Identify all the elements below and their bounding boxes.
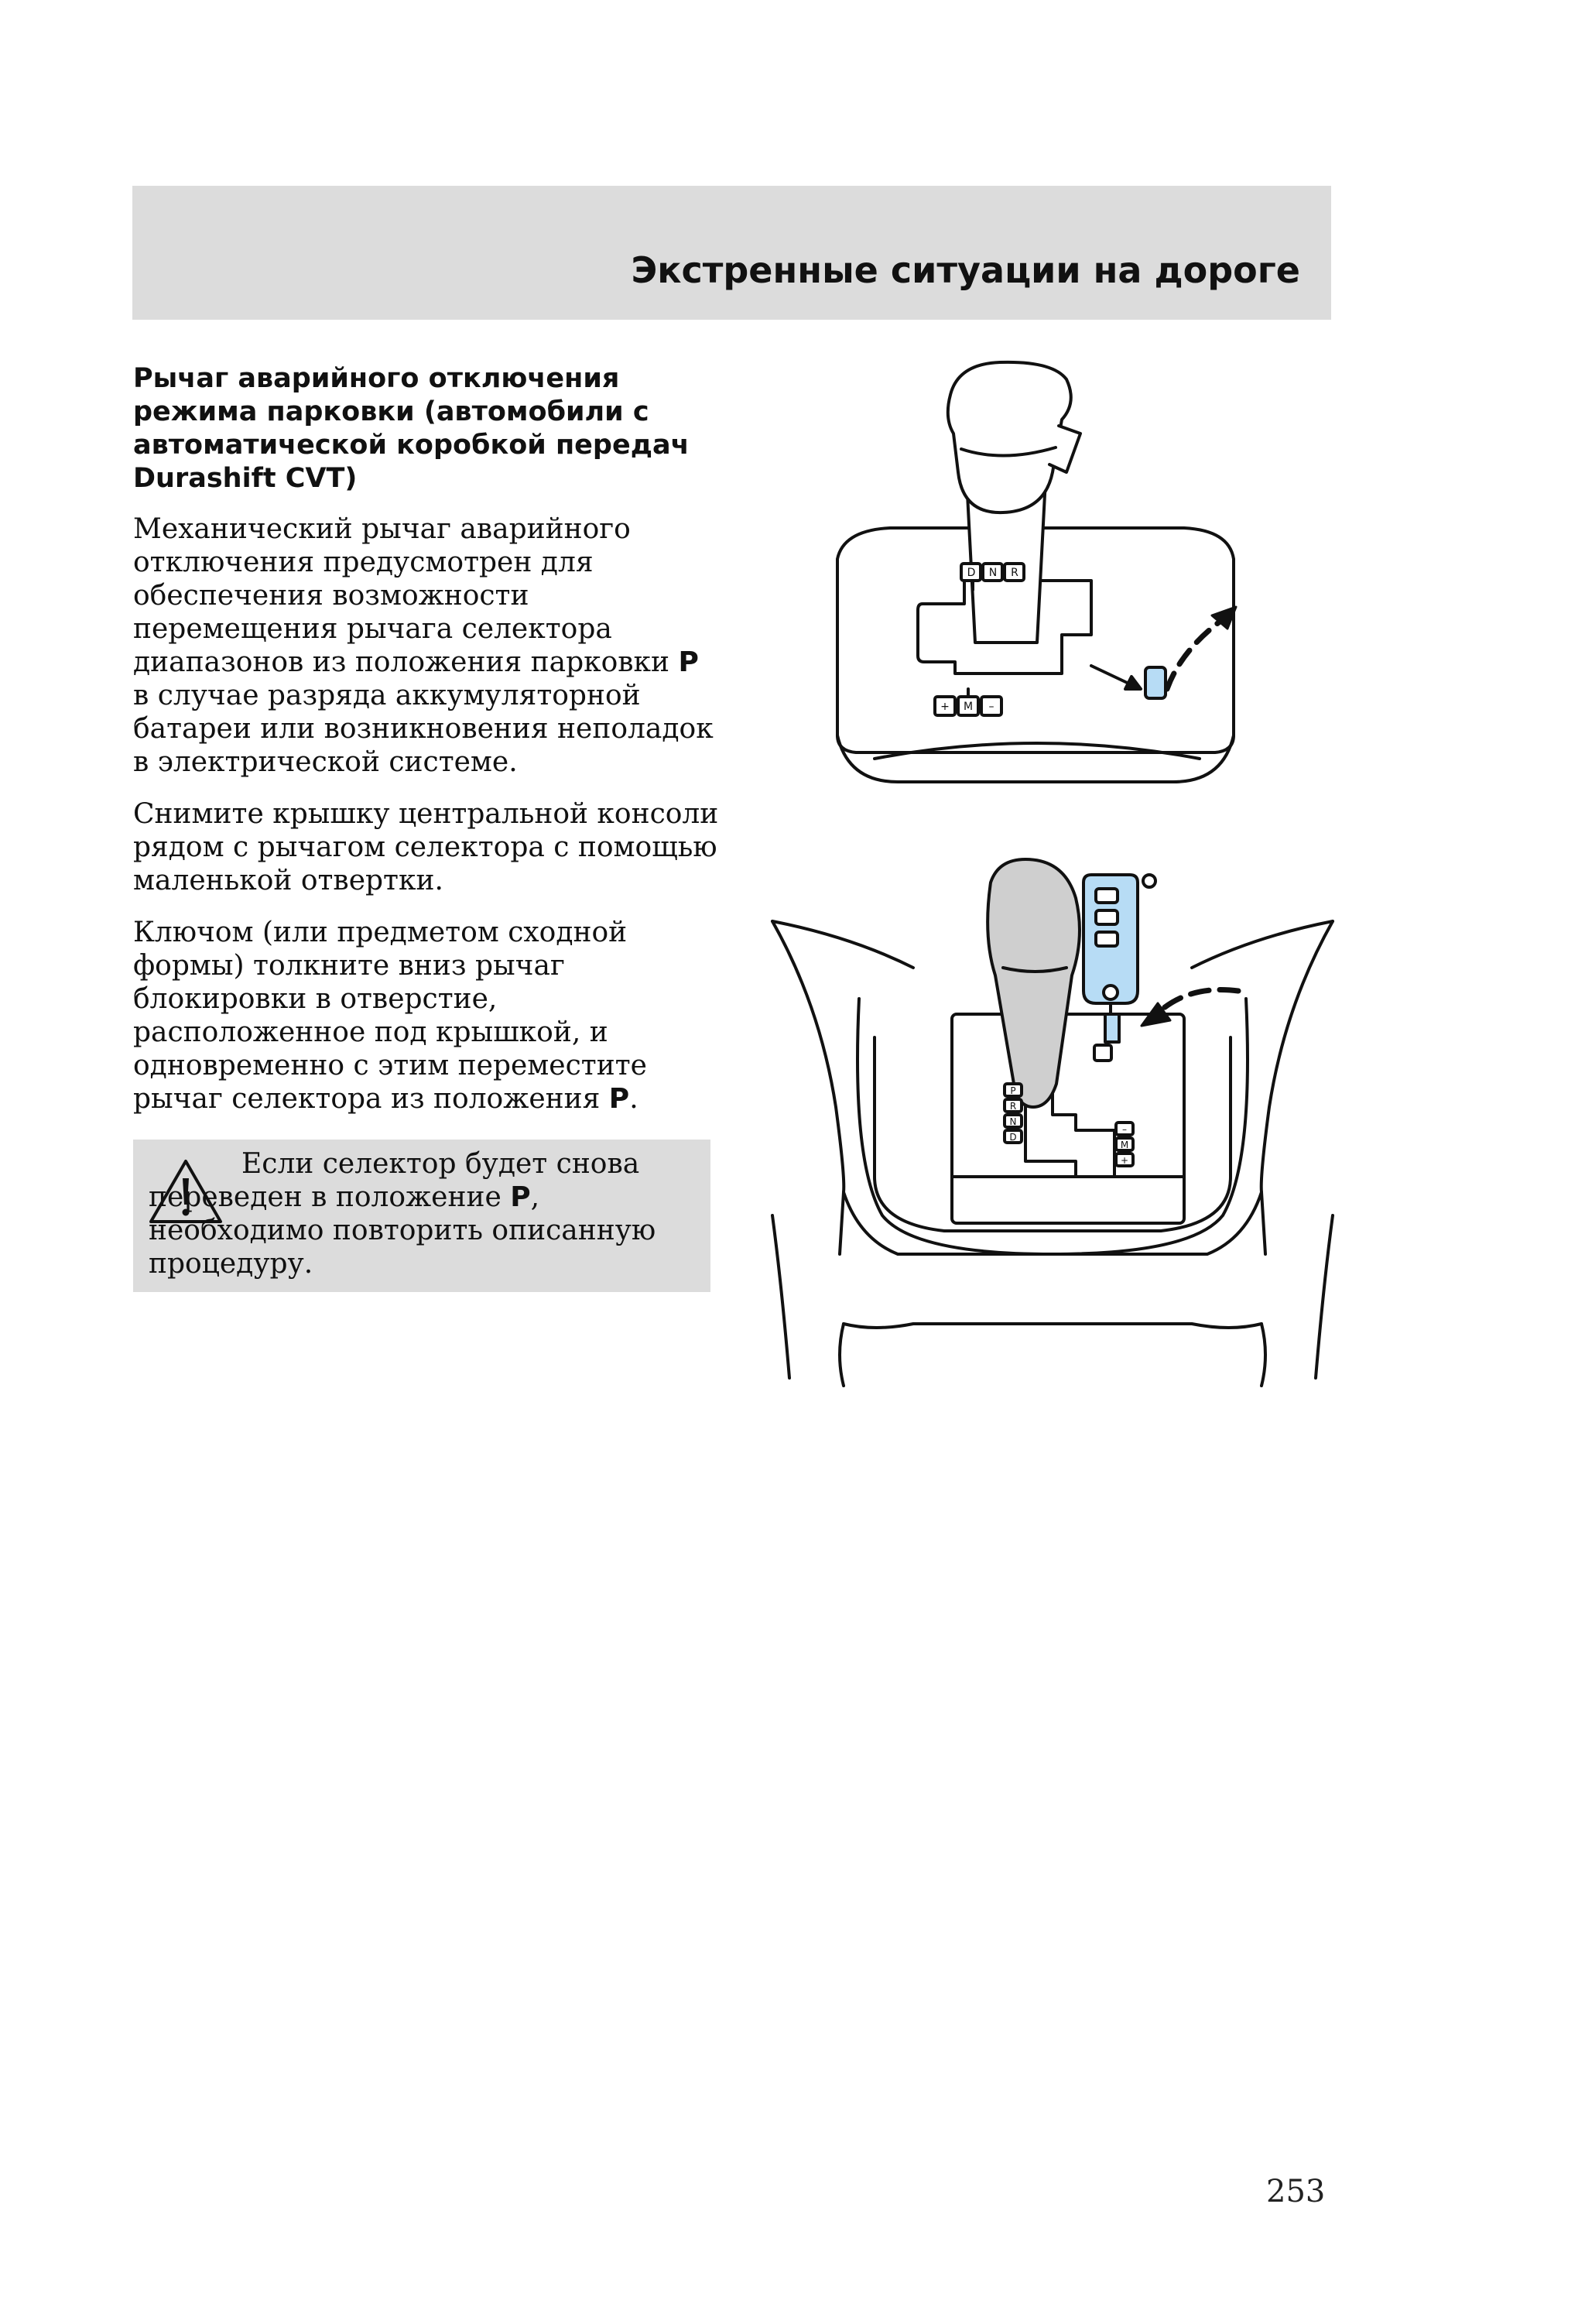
paragraph-1-text: Механический рычаг аварийного отключения предусмотрен для обеспечения возможности перемещения рычага селектора диапазонов из положения парковки [133,513,679,678]
selector-label-p: P [1010,1085,1016,1096]
warning-box [133,1140,710,1292]
paragraph-3 [133,916,721,1116]
selector-label-minus: – [1122,1124,1127,1135]
gate-label-n: N [988,567,998,579]
paragraph-3-text: Ключом (или предметом сходной формы) толкните вниз рычаг блокировки в отверстие, расположенное под крышкой, и одновременно с этим переместите рычаг селектора из положения [133,917,647,1115]
console-key-illustration [758,852,1347,1393]
selector-label-plus: + [1120,1155,1129,1166]
page-header-title: Экстренные ситуации на дороге [631,249,1300,291]
selector-label-r: R [1009,1101,1017,1112]
page-number: 253 [1266,2174,1326,2209]
warning-text-tail: , необходимо повторить описанную процедуру. [149,1181,656,1280]
warning-text [149,1147,690,1280]
paragraph-1-tail: в случае разряда аккумуляторной батареи или возникновения неполадок в электрической системе. [133,680,714,778]
paragraph-2: Снимите крышку центральной консоли рядом с рычагом селектора с помощью маленькой отвертки. [133,798,719,896]
paragraph-3-bold: P [608,1083,630,1115]
selector-label-d: D [1009,1132,1017,1143]
gate-label-m: M [963,701,974,713]
gate-label-plus: + [940,701,950,713]
gate-label-r: R [1011,567,1018,579]
warning-text-bold: P [510,1181,531,1213]
header-band [132,186,1331,320]
selector-label-n: N [1009,1116,1017,1127]
gear-selector-illustration [820,348,1254,797]
warning-text-main: Если селектор будет снова переведен в положение [149,1148,640,1213]
section-heading: Рычаг аварийного отключения режима парковки (автомобили с автоматической коробкой передач Durashift CVT) [133,363,690,494]
paragraph-1-bold: P [678,646,699,678]
gate-label-minus: – [988,701,994,713]
selector-label-m: M [1120,1140,1129,1150]
paragraph-1 [133,512,721,779]
paragraph-3-tail: . [629,1083,638,1115]
gate-label-d: D [967,567,976,579]
